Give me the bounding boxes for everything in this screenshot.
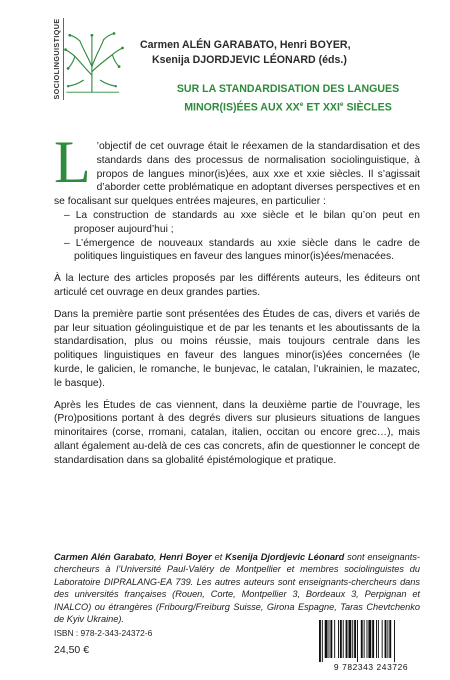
- paragraph: Après les Études de cas viennent, dans la deuxième partie de l’ouvrage, les (Pro)positions portant à des degrés divers sur plusieurs situations de langues minoritaires (corse, rromani, catalan, italien, occitan ou encore grec…), mais allant également au-delà de ces cas concrets, afin de questionner le concept de standardisation dans sa globalité épistémologique et pratique.: [54, 399, 420, 466]
- authors: [140, 38, 440, 68]
- paragraph: Dans la première partie sont présentées des Études de cas, divers et variés de par leur situation géolinguistique et de par les tenants et les aboutissants de la standardisation, plus ou moins réussie, mais toujours centrale dans les politiques linguistiques en faveur des langues minor(is)ées concernées (le kurde, le galicien, le romanche, le bunjevac, le catalan, l’ukrainien, le mazatec, le basque).: [54, 308, 420, 389]
- authors-line-1: Carmen ALÉN GARABATO, Henri BOYER,: [140, 39, 351, 51]
- title-line-2: MINOR(IS)ÉES AUX XXe ET XXIe SIÈCLES: [184, 101, 392, 114]
- price: 24,50 €: [54, 644, 90, 656]
- book-title: [133, 82, 443, 116]
- summary-text: [54, 129, 420, 476]
- editors-bio: Carmen Alén Garabato, Henri Boyer et Ksenija Djordjevic Léonard sont enseignants-chercheurs à l’Université Paul-Valéry de Montpellier et membres sociolinguistes du Laboratoire DIPRALANG-EA 739. Les autres auteurs sont enseignants-chercheurs dans des universités françaises (Rouen, Corte, Montpellier 3, Bordeaux 3, Perpignan et INALCO) ou étrangères (Fribourg/Freiburg Suisse, Girona Espagne, Taras Chevtchenko de Kyiv Ukraine).: [54, 552, 420, 625]
- isbn: ISBN : 978-2-343-24372-6: [54, 628, 153, 638]
- list-item: – L’émergence de nouveaux standards au xxie siècle dans le cadre de politiques linguistiques en faveur des langues minor(is)ées/menacées.: [64, 237, 420, 263]
- title-line-1: SUR LA STANDARDISATION DES LANGUES: [176, 83, 400, 95]
- paragraph: À la lecture des articles proposés par les différents auteurs, les éditeurs ont articulé cet ouvrage en deux grandes parties.: [54, 273, 420, 298]
- drop-cap: L: [54, 129, 91, 195]
- list-item: – La construction de standards au xxe siècle et le bilan qu’on peut en proposer aujourd’hui ;: [64, 209, 420, 235]
- series-label: SOCIOLINGUISTIQUE: [52, 18, 61, 100]
- barcode-icon: [315, 620, 425, 662]
- barcode-number: 9 782343 243726: [333, 662, 409, 672]
- topics-list: [54, 209, 420, 264]
- authors-line-2: Ksenija DJORDJEVIC LÉONARD (éds.): [152, 54, 347, 66]
- intro-paragraph: ’objectif de cet ouvrage était le réexamen de la standardisation et des standards dans des processus de normalisation sociolinguistique, à propos de langues minor(is)ées, aux xxe et xxie siècles. Il s’agissait d’aborder cette problématique en adoptant diverses perspectives et en se focalisant sur quelques entrées majeures, en particulier :: [54, 141, 420, 208]
- tree-logo-icon: [63, 18, 131, 100]
